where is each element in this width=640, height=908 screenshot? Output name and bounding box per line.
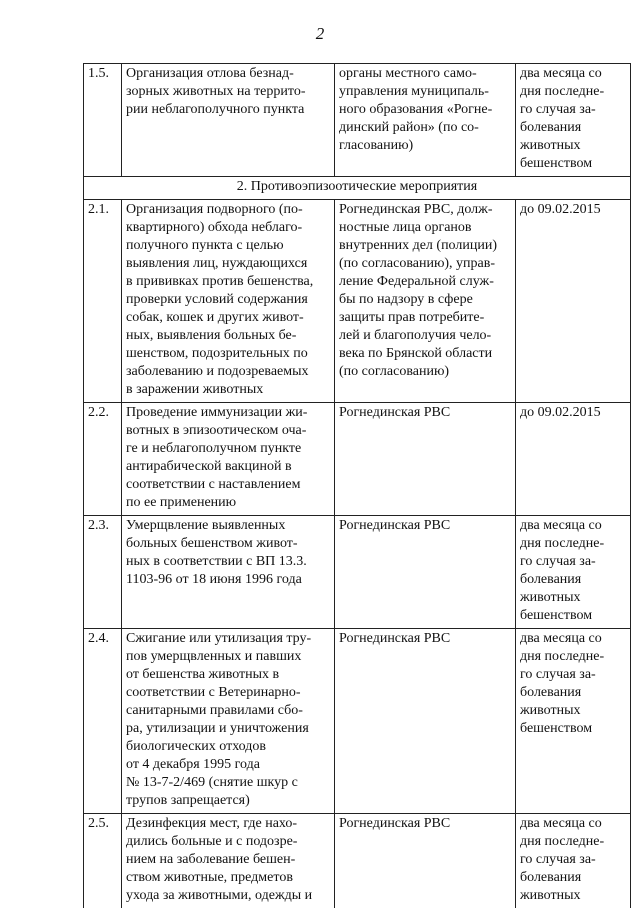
deadline-cell: два месяца со дня последне- го случая за- болевания животных бешенством	[516, 64, 631, 177]
deadline-cell: два месяца со дня последне- го случая за- болевания животных	[516, 814, 631, 908]
responsible-cell: Рогнединская РВС	[335, 403, 516, 516]
activity-cell: Дезинфекция мест, где нахо- дились больные и с подозре- нием на заболевание бешен- ством животные, предметов ухода за животными, одежды и	[122, 814, 335, 908]
table-row	[84, 629, 631, 814]
table-row	[84, 64, 631, 177]
measures-table	[83, 63, 631, 908]
table-row	[84, 516, 631, 629]
row-number: 2.5.	[84, 814, 122, 908]
activity-cell: Организация отлова безнад- зорных животных на террито- рии неблагополучного пункта	[122, 64, 335, 177]
row-number: 2.2.	[84, 403, 122, 516]
row-number: 2.1.	[84, 200, 122, 403]
row-number: 2.4.	[84, 629, 122, 814]
activity-cell: Сжигание или утилизация тру- пов умерщвленных и павших от бешенства животных в соответствии с Ветеринарно- санитарными правилами сбо- ра, утилизации и уничтожения биологических отходов от 4 декабря 1995 года № 13-7-2/469 (снятие шкур с трупов запрещается)	[122, 629, 335, 814]
table-row	[84, 403, 631, 516]
activity-cell: Организация подворного (по- квартирного) обхода неблаго- получного пункта с целью выявления лиц, нуждающихся в прививках против бешенства, проверки условий содержания собак, кошек и других живот- ных, выявления больных бе- шенством, подозрительных по заболеванию и подозреваемых в заражении животных	[122, 200, 335, 403]
section-heading: 2. Противоэпизоотические мероприятия	[84, 177, 631, 200]
responsible-cell: Рогнединская РВС	[335, 629, 516, 814]
table-row	[84, 814, 631, 908]
activity-cell: Умерщвление выявленных больных бешенством живот- ных в соответствии с ВП 13.3. 1103-96 от 18 июня 1996 года	[122, 516, 335, 629]
row-number: 2.3.	[84, 516, 122, 629]
deadline-cell: два месяца со дня последне- го случая за- болевания животных бешенством	[516, 516, 631, 629]
responsible-cell: Рогнединская РВС	[335, 516, 516, 629]
activity-cell: Проведение иммунизации жи- вотных в эпизоотическом оча- ге и неблагополучном пункте антирабической вакциной в соответствии с наставлением по ее применению	[122, 403, 335, 516]
row-number: 1.5.	[84, 64, 122, 177]
responsible-cell: Рогнединская РВС	[335, 814, 516, 908]
deadline-cell: до 09.02.2015	[516, 200, 631, 403]
table-row	[84, 200, 631, 403]
deadline-cell: два месяца со дня последне- го случая за- болевания животных бешенством	[516, 629, 631, 814]
page-number: 2	[0, 24, 640, 44]
deadline-cell: до 09.02.2015	[516, 403, 631, 516]
responsible-cell: Рогнединская РВС, долж- ностные лица органов внутренних дел (полиции) (по согласованию), управ- ление Федеральной служ- бы по надзору в сфере защиты прав потребите- лей и благополучия чело- века по Брянской области (по согласованию)	[335, 200, 516, 403]
responsible-cell: органы местного само- управления муниципаль- ного образования «Рогне- динский район» (по со- гласованию)	[335, 64, 516, 177]
section-heading-row	[84, 177, 631, 200]
